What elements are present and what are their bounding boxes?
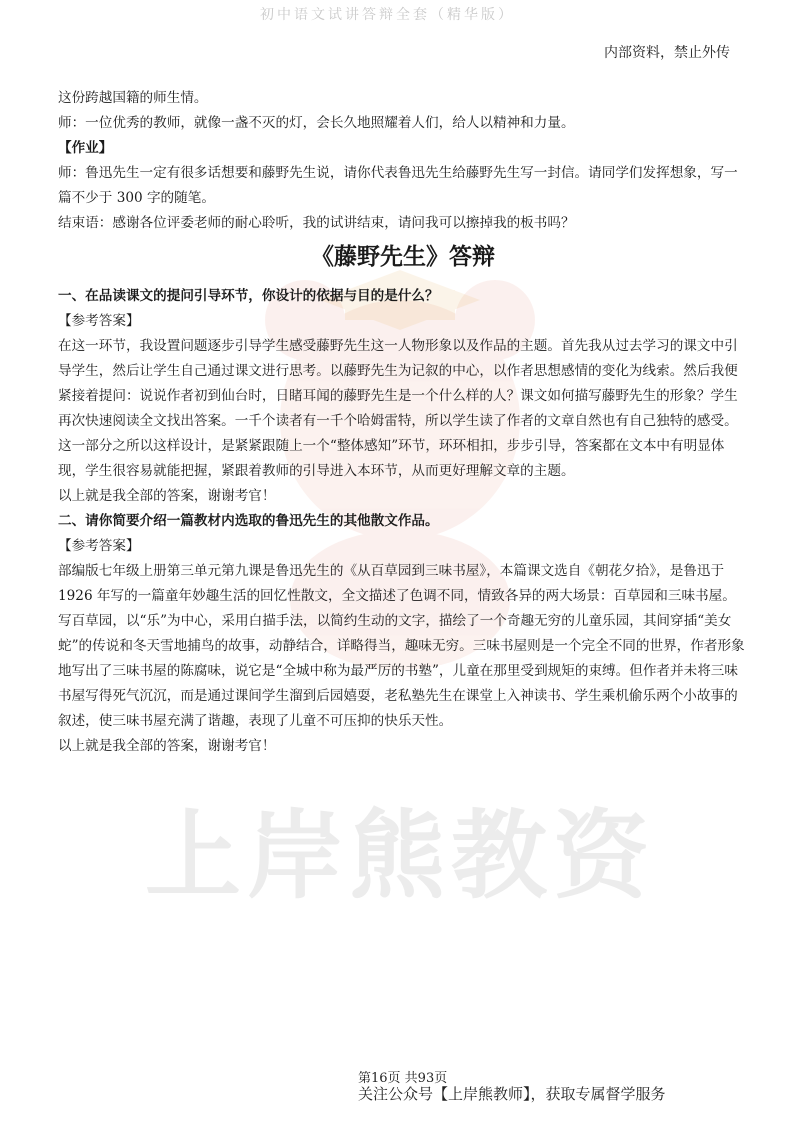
brand-watermark: 上岸熊教资	[145, 800, 655, 912]
answer-2-tag: 【参考答案】	[58, 538, 140, 554]
answer-1-tag: 【参考答案】	[58, 313, 140, 329]
question-2: 二、请你简要介绍一篇教材内选取的鲁迅先生的其他散文作品。	[58, 513, 439, 529]
closing-text: 结束语：感谢各位评委老师的耐心聆听，我的试讲结束，请问我可以擦掉我的板书吗？	[58, 215, 575, 231]
confidential-note: 内部资料，禁止外传	[604, 45, 730, 61]
footer-promo: 关注公众号【上岸熊教师】，获取专属督学服务	[358, 1085, 666, 1103]
page-number: 第16页 共93页	[358, 1071, 448, 1086]
intro-line-2: 师：一位优秀的教师，就像一盏不灭的灯，会长久地照耀着人们，给人以精神和力量。	[58, 115, 575, 131]
homework-heading: 【作业】	[58, 140, 113, 156]
page-title: 《藤野先生》答辩	[311, 243, 495, 270]
faded-header-text: 初中语文试讲答辩全套（精华版）	[260, 7, 515, 23]
question-1: 一、在品读课文的提问引导环节，你设计的依据与目的是什么？	[58, 288, 439, 304]
homework-text: 师：鲁迅先生一定有很多话想要和藤野先生说，请你代表鲁迅先生给藤野先生写一封信。请同学们发挥想象，写一篇不少于 300 字的随笔。	[58, 165, 738, 206]
answer-2-thanks: 以上就是我全部的答案，谢谢考官！	[58, 738, 276, 754]
answer-2-text: 部编版七年级上册第三单元第九课是鲁迅先生的《从百草园到三味书屋》，本篇课文选自《朝花夕拾》，是鲁迅于 1926 年写的一篇童年妙趣生活的回忆性散文，全文描述了色调不同，情致各异的两大场景：百草园和三味书屋。写百草园，以“乐”为中心，采用白描手法，以简约生动的文字，描绘了一个奇趣无穷的儿童乐园，其间穿插“美女蛇”的传说和冬天雪地捕鸟的故事，动静结合，详略得当，趣味无穷。三味书屋则是一个完全不同的世界，作者形象地写出了三味书屋的陈腐味，说它是“全城中称为最严厉的书塾”，儿童在那里受到规矩的束缚。但作者并未将三味书屋写得死气沉沉，而是通过课间学生溜到后园嬉耍，老私塾先生在课堂上入神读书、学生乘机偷乐两个小故事的叙述，使三味书屋充满了谐趣，表现了儿童不可压抑的快乐天性。	[58, 563, 745, 729]
answer-1-thanks: 以上就是我全部的答案，谢谢考官！	[58, 488, 276, 504]
main-content	[58, 86, 748, 759]
answer-1-text: 在这一环节，我设置问题逐步引导学生感受藤野先生这一人物形象以及作品的主题。首先我从过去学习的课文中引导学生，然后让学生自己通过课文进行思考。以藤野先生为记叙的中心，以作者思想感情的变化为线索。然后我便紧接着提问：说说作者初到仙台时，日睹耳闻的藤野先生是一个什么样的人？课文如何描写藤野先生的形象？学生再次快速阅读全文找出答案。一千个读者有一千个哈姆雷特，所以学生读了作者的文章自然也有自己独特的感受。这一部分之所以这样设计，是紧紧跟随上一个“整体感知”环节，环环相扣，步步引导，答案都在文本中有明显体现，学生很容易就能把握，紧跟着教师的引导进入本环节，从而更好理解文章的主题。	[58, 338, 738, 479]
intro-line-1: 这份跨越国籍的师生情。	[58, 90, 208, 106]
